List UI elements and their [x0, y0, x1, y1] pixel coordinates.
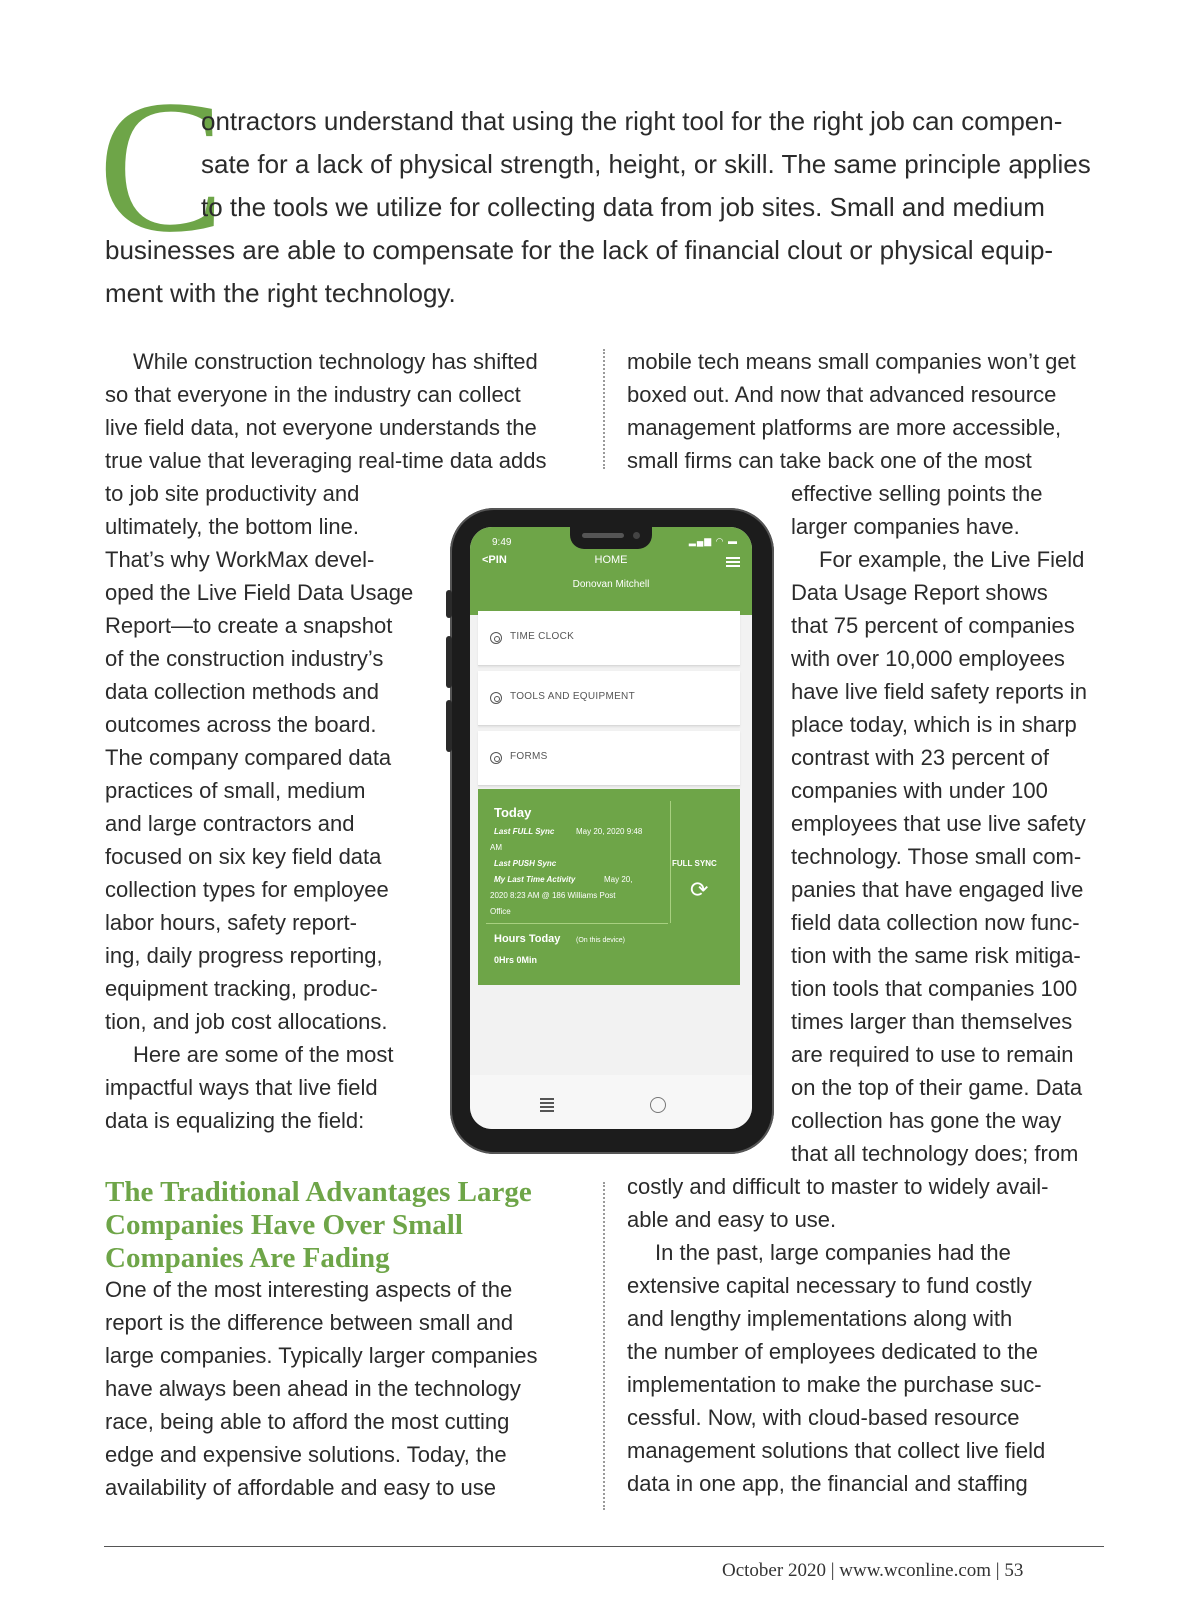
text-line: true value that leveraging real-time data adds [105, 448, 547, 473]
phone-side-button [446, 590, 452, 618]
text-line: so that everyone in the industry can collect [105, 382, 521, 407]
sync-icon[interactable]: ⟳ [690, 877, 709, 902]
phone-screen [470, 527, 752, 1129]
text-line: that 75 percent of companies [791, 613, 1075, 638]
menu-item-tools-and-equipment[interactable] [478, 671, 740, 726]
text-line: contrast with 23 percent of [791, 745, 1050, 770]
text-line: impactful ways that live field [105, 1075, 378, 1100]
text-line: One of the most interesting aspects of the [105, 1277, 513, 1302]
text-line: ing, daily progress reporting, [105, 943, 383, 968]
intro-line: ment with the right technology. [105, 278, 456, 308]
text-line: companies with under 100 [791, 778, 1048, 803]
text-line: management solutions that collect live field [627, 1438, 1046, 1463]
footer-rule [104, 1546, 1104, 1547]
text-line: Here are some of the most [133, 1042, 394, 1067]
text-line: to job site productivity and [105, 481, 360, 506]
signal-wifi-battery-icon: ▂▄▆ ◠ ▬ [688, 536, 738, 546]
menu-item-label: FORMS [510, 751, 548, 762]
text-line: Data Usage Report shows [791, 580, 1048, 605]
text-line: oped the Live Field Data Usage [105, 580, 414, 605]
last-full-sync-value: May 20, 2020 9:48 [576, 827, 643, 836]
text-line: ultimately, the bottom line. [105, 514, 359, 539]
intro-line: sate for a lack of physical strength, height, or skill. The same principle applies [201, 149, 1091, 179]
text-line: and lengthy implementations along with [627, 1306, 1013, 1331]
list-icon[interactable] [540, 1098, 554, 1112]
text-line: with over 10,000 employees [791, 646, 1065, 671]
menu-item-time-clock[interactable] [478, 611, 740, 666]
intro-line: businesses are able to compensate for the lack of financial clout or physical equip- [105, 235, 1054, 265]
text-line: and large contractors and [105, 811, 355, 836]
camera-icon [633, 532, 640, 539]
menu-item-label: TOOLS AND EQUIPMENT [510, 691, 635, 702]
section-heading-line: Companies Are Fading [105, 1242, 390, 1274]
text-line: availability of affordable and easy to use [105, 1475, 496, 1500]
text-line: effective selling points the [791, 481, 1043, 506]
hours-today-value: 0Hrs 0Min [494, 955, 538, 965]
text-line: collection types for employee [105, 877, 389, 902]
last-full-sync-label: Last FULL Sync [494, 827, 555, 836]
sync-status-card [478, 789, 740, 985]
clock-icon [490, 632, 502, 644]
last-push-sync-label: Last PUSH Sync [494, 859, 557, 868]
screen-title: HOME [594, 554, 628, 566]
text-line: tion, and job cost allocations. [105, 1009, 388, 1034]
text-line: large companies. Typically larger companies [105, 1343, 538, 1368]
hamburger-menu-icon[interactable] [726, 557, 740, 567]
text-line: have live field safety reports in [791, 679, 1087, 704]
text-line: are required to use to remain [791, 1042, 1074, 1067]
text-line: collection has gone the way [791, 1108, 1062, 1133]
text-line: small firms can take back one of the most [627, 448, 1032, 473]
text-line: that all technology does; from [791, 1141, 1079, 1166]
text-line: extensive capital necessary to fund costly [627, 1273, 1032, 1298]
status-time: 9:49 [492, 537, 512, 548]
text-line: field data collection now func- [791, 910, 1080, 935]
card-divider [670, 801, 671, 923]
last-activity-label: My Last Time Activity [494, 875, 576, 884]
text-line: report is the difference between small and [105, 1310, 514, 1335]
text-line: focused on six key field data [105, 844, 382, 869]
section-heading-line: The Traditional Advantages Large [105, 1176, 532, 1208]
text-line: That’s why WorkMax devel- [105, 547, 375, 572]
text-line: data is equalizing the field: [105, 1108, 365, 1133]
text-line: able and easy to use. [627, 1207, 837, 1232]
text-line: In the past, large companies had the [655, 1240, 1011, 1265]
phone-notch [570, 527, 652, 549]
pie-chart-icon[interactable] [650, 1097, 666, 1113]
text-line: mobile tech means small companies won’t get [627, 349, 1076, 374]
column-divider [603, 1182, 605, 1510]
text-line: boxed out. And now that advanced resource [627, 382, 1057, 407]
text-line: While construction technology has shifted [133, 349, 538, 374]
hours-today-label: Hours Today [494, 933, 561, 945]
menu-item-label: TIME CLOCK [510, 631, 575, 642]
speaker-icon [582, 533, 624, 538]
column-divider [603, 349, 605, 469]
text-line: The company compared data [105, 745, 392, 770]
text-line: labor hours, safety report- [105, 910, 357, 935]
text-line: For example, the Live Field [819, 547, 1085, 572]
full-sync-label[interactable]: FULL SYNC [672, 859, 717, 868]
text-line: live field data, not everyone understands the [105, 415, 537, 440]
text-line: place today, which is in sharp [791, 712, 1077, 737]
card-divider [486, 923, 668, 924]
last-full-sync-value: AM [490, 843, 502, 852]
today-label: Today [494, 805, 532, 820]
intro-line: to the tools we utilize for collecting data from job sites. Small and medium [201, 192, 1045, 222]
forms-icon [490, 752, 502, 764]
text-line: on the top of their game. Data [791, 1075, 1083, 1100]
tools-icon [490, 692, 502, 704]
text-line: technology. Those small com- [791, 844, 1082, 869]
text-line: edge and expensive solutions. Today, the [105, 1442, 507, 1467]
section-heading-line: Companies Have Over Small [105, 1209, 463, 1241]
text-line: tion with the same risk mitiga- [791, 943, 1081, 968]
intro-line: ontractors understand that using the right tool for the right job can compen- [201, 106, 1063, 136]
last-activity-value: Office [490, 907, 511, 916]
page-footer: October 2020 | www.wconline.com | 53 [722, 1560, 1024, 1581]
text-line: cessful. Now, with cloud-based resource [627, 1405, 1020, 1430]
text-line: equipment tracking, produc- [105, 976, 378, 1001]
user-name: Donovan Mitchell [572, 579, 650, 590]
text-line: have always been ahead in the technology [105, 1376, 521, 1401]
text-line: panies that have engaged live [791, 877, 1084, 902]
text-line: the number of employees dedicated to the [627, 1339, 1038, 1364]
text-line: tion tools that companies 100 [791, 976, 1078, 1001]
text-line: race, being able to afford the most cutting [105, 1409, 510, 1434]
text-line: practices of small, medium [105, 778, 366, 803]
hours-today-note: (On this device) [576, 937, 626, 944]
text-line: employees that use live safety [791, 811, 1086, 836]
text-line: Report—to create a snapshot [105, 613, 393, 638]
text-line: larger companies have. [791, 514, 1020, 539]
last-activity-value: 2020 8:23 AM @ 186 Williams Post [490, 891, 616, 900]
drop-cap: C [98, 62, 225, 272]
phone-side-button [446, 636, 452, 688]
text-line: of the construction industry’s [105, 646, 384, 671]
text-line: data in one app, the financial and staffing [627, 1471, 1028, 1496]
bottom-tab-bar [470, 1075, 752, 1129]
text-line: costly and difficult to master to widely avail- [627, 1174, 1049, 1199]
text-line: implementation to make the purchase suc- [627, 1372, 1042, 1397]
text-line: outcomes across the board. [105, 712, 377, 737]
text-line: times larger than themselves [791, 1009, 1073, 1034]
phone-side-button [446, 700, 452, 752]
last-activity-value: May 20, [604, 875, 633, 884]
text-line: data collection methods and [105, 679, 379, 704]
menu-item-forms[interactable] [478, 731, 740, 786]
text-line: management platforms are more accessible, [627, 415, 1062, 440]
back-pin-button[interactable]: <PIN [482, 554, 507, 566]
